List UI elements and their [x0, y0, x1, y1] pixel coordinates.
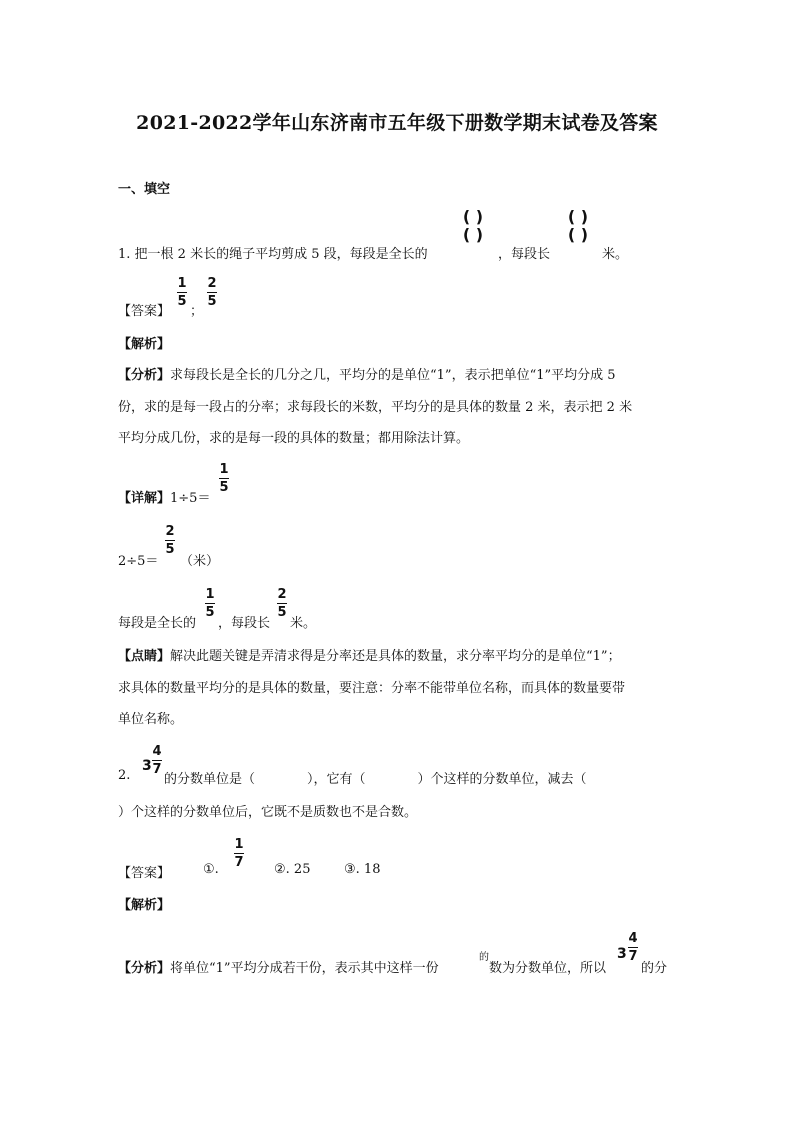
blank-fraction-2: [556, 208, 600, 244]
answer-item-1: ①.: [203, 862, 219, 877]
analysis-line: 份，求的是每一段占的分率；求每段长的米数，平均分的是具体的数量 2 米，表示把 2 米: [118, 400, 633, 415]
question-number: 1.: [118, 247, 131, 262]
dianjing-label: 【点睛】: [118, 649, 171, 664]
dianjing-line: 单位名称。: [118, 712, 184, 727]
fenxi-de: 的: [479, 952, 489, 963]
detail-result-c: 米。: [290, 616, 317, 631]
question-2-number: 2.: [118, 768, 131, 783]
analysis-label: 【解析】: [118, 337, 171, 352]
blank-numerator: ( ): [567, 207, 589, 226]
detail-line: [118, 487, 210, 506]
answer-fraction-2: [207, 277, 217, 308]
fenxi-text-b: 数为分数单位，所以: [489, 961, 607, 976]
numerator: 4: [628, 931, 638, 946]
detail-fraction-2: [165, 525, 175, 556]
numerator: 1: [219, 462, 229, 477]
section-heading: 一、填空: [118, 182, 171, 197]
mixed-whole: 3: [142, 758, 152, 774]
page-title: 2021-2022学年山东济南市五年级下册数学期末试卷及答案: [136, 112, 658, 134]
denominator: 5: [219, 480, 229, 495]
blank-fraction-1: [451, 208, 495, 244]
denominator: 5: [207, 294, 217, 309]
numerator: 1: [177, 276, 187, 291]
fenxi-text: 求每段长是全长的几分之几，平均分的是单位“1”，表示把单位“1”平均分成 5: [170, 368, 616, 383]
answer-separator: ；: [190, 304, 204, 319]
fenxi-text: 将单位“1”平均分成若干份，表示其中这样一份: [170, 961, 439, 976]
question-2-text-b: ）个这样的分数单位后，它既不是质数也不是合数。: [118, 805, 418, 820]
fenxi-label: 【分析】: [118, 368, 171, 383]
answer-fraction-1: [177, 277, 187, 308]
answer-item-2: ②. 25: [274, 862, 311, 877]
detail-line: 2÷5＝: [118, 554, 159, 569]
denominator: 7: [628, 949, 638, 964]
answer-fraction: [234, 838, 244, 869]
fenxi-text-c: 的分: [641, 961, 668, 976]
numerator: 2: [277, 587, 287, 602]
numerator: 2: [165, 524, 175, 539]
question-text-b: ，每段长: [498, 247, 551, 262]
detail-expression: 1÷5＝: [170, 491, 211, 506]
blank-numerator: ( ): [462, 207, 484, 226]
numerator: 4: [152, 744, 162, 759]
mixed-fraction: [628, 932, 638, 963]
fenxi-label: 【分析】: [118, 961, 171, 976]
answer-item-3: ③. 18: [344, 862, 381, 877]
mixed-fraction: [152, 745, 162, 776]
question-1: [118, 243, 428, 262]
denominator: 5: [177, 294, 187, 309]
denominator: 7: [152, 762, 162, 777]
numerator: 2: [207, 276, 217, 291]
numerator: 1: [234, 837, 244, 852]
blank-denominator: ( ): [567, 225, 589, 244]
numerator: 1: [205, 587, 215, 602]
denominator: 5: [165, 542, 175, 557]
mixed-whole: 3: [617, 946, 627, 962]
answer-label: 【答案】: [118, 866, 171, 881]
question-text-c: 米。: [602, 247, 629, 262]
detail-unit: （米）: [180, 554, 220, 569]
analysis-line: [118, 364, 616, 383]
detail-result-b: ，每段长: [218, 616, 271, 631]
analysis-label: 【解析】: [118, 898, 171, 913]
detail-fraction-1: [219, 463, 229, 494]
answer-label: 【答案】: [118, 304, 171, 319]
analysis-line: 平均分成几份，求的是每一段的具体的数量；都用除法计算。: [118, 431, 470, 446]
dianjing-line: 求具体的数量平均分的是具体的数量，要注意：分率不能带单位名称，而具体的数量要带: [118, 681, 626, 696]
question-text: 把一根 2 米长的绳子平均剪成 5 段，每段是全长的: [134, 247, 428, 262]
denominator: 5: [205, 605, 215, 620]
detail-fraction-4: [277, 588, 287, 619]
denominator: 7: [234, 855, 244, 870]
question-2-text: 的分数单位是（ ），它有（ ）个这样的分数单位，减去（: [164, 772, 587, 787]
dianjing-line: [118, 645, 621, 664]
dianjing-text: 解决此题关键是弄清求得是分率还是具体的数量，求分率平均分的是单位“1”；: [170, 649, 621, 664]
analysis-line: [118, 957, 439, 976]
blank-denominator: ( ): [462, 225, 484, 244]
detail-result: 每段是全长的: [118, 616, 197, 631]
detail-label: 【详解】: [118, 491, 171, 506]
denominator: 5: [277, 605, 287, 620]
detail-fraction-3: [205, 588, 215, 619]
